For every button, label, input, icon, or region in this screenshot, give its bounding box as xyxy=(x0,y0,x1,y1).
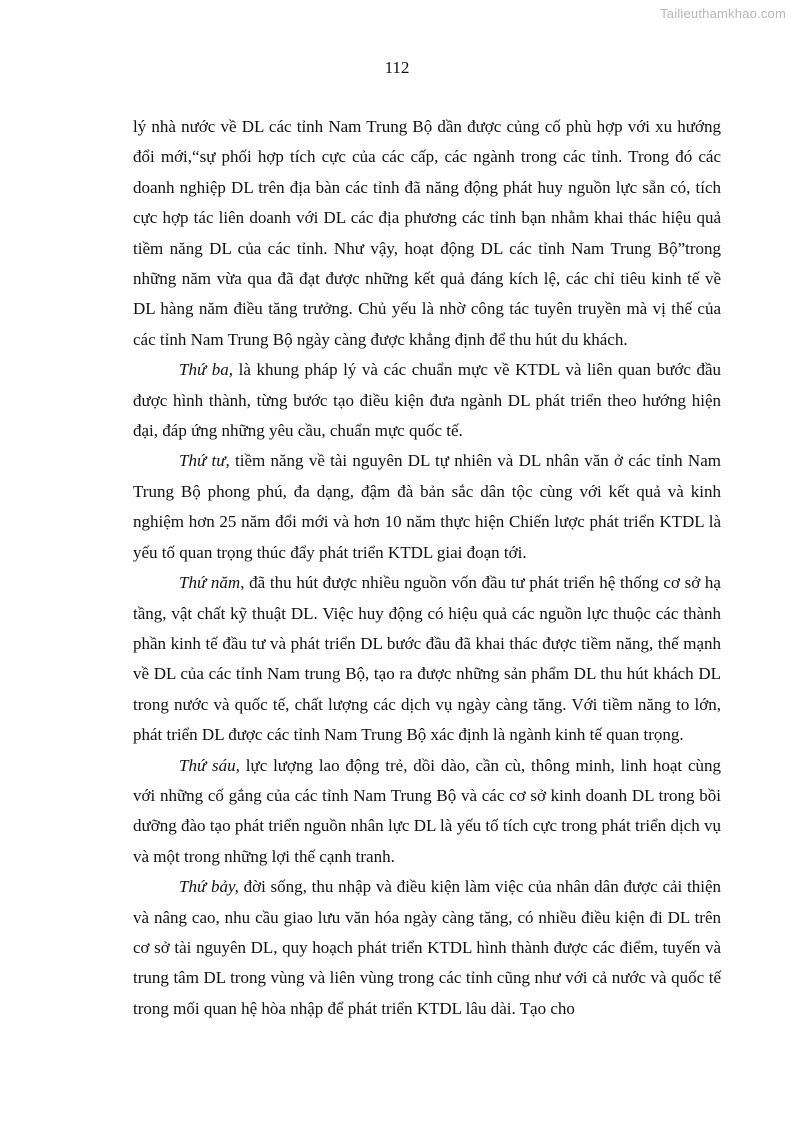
paragraph-text: tiềm năng về tài nguyên DL tự nhiên và DL nhân văn ở các tỉnh Nam Trung Bộ phong phú, đa dạng, đậm đà bản sắc dân tộc cùng với kết quả và kinh nghiệm hơn 25 năm đổi mới và hơn 10 năm thực hiện Chiến lược phát triển KTDL là yếu tố quan trọng thúc đẩy phát triển KTDL giai đoạn tới. xyxy=(133,451,721,562)
paragraph-text: lý nhà nước về DL các tỉnh Nam Trung Bộ dần được củng cố phù hợp với xu hướng đổi mới,“sự phối hợp tích cực của các cấp, các ngành trong các tỉnh. Trong đó các doanh nghiệp DL trên địa bàn các tỉnh đã năng động phát huy nguồn lực sẵn có, tích cực hợp tác liên doanh với DL các địa phương các tỉnh bạn nhằm khai thác hiệu quả tiềm năng DL của các tỉnh. Như vậy, hoạt động DL các tỉnh Nam Trung Bộ”trong những năm vừa qua đã đạt được những kết quả đáng kích lệ, các chỉ tiêu kinh tế về DL hàng năm điều tăng trưởng. Chủ yếu là nhờ công tác tuyên truyền mà vị thế của các tỉnh Nam Trung Bộ ngày càng được khẳng định để thu hút du khách. xyxy=(133,117,721,349)
paragraph-continuation xyxy=(133,112,721,355)
paragraph-thu-nam xyxy=(133,568,721,750)
paragraph-thu-tu xyxy=(133,446,721,568)
page-number: 112 xyxy=(384,58,410,77)
paragraph-lead: Thứ năm xyxy=(179,573,241,593)
paragraph-thu-ba xyxy=(133,355,721,446)
document-body xyxy=(133,112,721,1024)
paragraph-text: là khung pháp lý và các chuẩn mực về KTDL và liên quan bước đầu được hình thành, từng bước tạo điều kiện đưa ngành DL phát triển theo hướng hiện đại, đáp ứng những yêu cầu, chuẩn mực quốc tế. xyxy=(133,360,721,441)
paragraph-text: lực lượng lao động trẻ, dồi dào, cần cù, thông minh, linh hoạt cùng với những cố gắng của các tỉnh Nam Trung Bộ và các cơ sở kinh doanh DL trong bồi dưỡng đào tạo phát triển nguồn nhân lực DL là yếu tố tích cực trong phát triển dịch vụ và một trong những lợi thế cạnh tranh. xyxy=(133,755,722,866)
paragraph-lead: Thứ ba, xyxy=(179,360,234,380)
paragraph-lead: Thứ sáu, xyxy=(179,755,240,775)
paragraph-lead: Thứ tư, xyxy=(179,451,230,471)
paragraph-thu-sau xyxy=(133,751,721,873)
paragraph-text: , đã thu hút được nhiều nguồn vốn đầu tư phát triển hệ thống cơ sở hạ tầng, vật chất kỹ thuật DL. Việc huy động có hiệu quả các nguồn lực thuộc các thành phần kinh tế đầu tư và phát triển DL bước đầu đã khai thác được tiềm năng, thế mạnh về DL của các tỉnh Nam trung Bộ, tạo ra được những sản phẩm DL thu hút khách DL trong nước và quốc tế, chất lượng các dịch vụ ngày càng tăng. Với tiềm năng to lớn, phát triển DL được các tỉnh Nam Trung Bộ xác định là ngành kinh tế quan trọng. xyxy=(133,573,721,745)
paragraph-lead: Thứ bảy, xyxy=(179,877,239,897)
paragraph-thu-bay xyxy=(133,872,721,1024)
paragraph-text: đời sống, thu nhập và điều kiện làm việc của nhân dân được cải thiện và nâng cao, nhu cầu giao lưu văn hóa ngày càng tăng, có nhiều điều kiện đi DL trên cơ sở tài nguyên DL, quy hoạch phát triển KTDL hình thành được các điểm, tuyến và trung tâm DL trong vùng và liên vùng trong các tỉnh cũng như với cả nước và quốc tế trong mối quan hệ hòa nhập để phát triển KTDL lâu dài. Tạo cho xyxy=(133,877,721,1018)
watermark-text: Tailieuthamkhao.com xyxy=(660,6,786,21)
